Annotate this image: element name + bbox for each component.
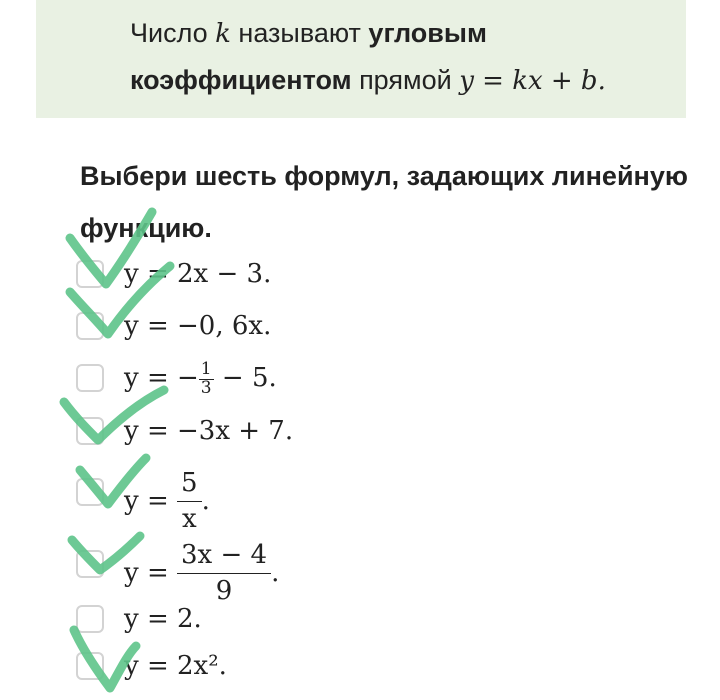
checkbox[interactable]	[76, 312, 104, 340]
info-k: k	[215, 19, 231, 49]
info-text: называют	[230, 18, 369, 48]
formula-part: y =	[124, 557, 178, 588]
fraction-denominator: x	[181, 504, 197, 535]
formula: y = 2x².	[124, 651, 227, 681]
checkbox[interactable]	[76, 417, 104, 445]
fraction-denominator: 3	[200, 377, 212, 398]
fraction-numerator: 1	[200, 358, 212, 379]
option-2[interactable]	[76, 304, 476, 348]
checkbox[interactable]	[76, 605, 104, 633]
info-equation: y = kx + b.	[459, 66, 606, 96]
formula-part: .	[271, 557, 280, 588]
info-box	[36, 0, 686, 118]
formula-part: y =	[124, 485, 178, 516]
checkbox[interactable]	[76, 260, 104, 288]
info-bold-term: угловым	[368, 18, 487, 48]
option-8[interactable]	[76, 644, 476, 688]
formula-part: y = −	[124, 363, 199, 393]
option-4[interactable]	[76, 409, 476, 453]
fraction-numerator: 5	[177, 470, 202, 502]
formula: y = −3x + 7.	[124, 416, 294, 446]
task-heading	[80, 150, 700, 254]
info-line-1	[130, 10, 686, 57]
task-line-2: функцию.	[80, 213, 212, 243]
formula	[124, 468, 210, 535]
option-7[interactable]	[76, 597, 476, 641]
option-6[interactable]	[76, 540, 476, 607]
formula: y = 2x − 3.	[124, 259, 272, 289]
fraction-denominator: 9	[215, 576, 233, 607]
formula	[124, 356, 277, 400]
checkbox[interactable]	[76, 652, 104, 680]
fraction-numerator: 3x − 4	[177, 542, 271, 574]
formula-part: .	[201, 485, 210, 516]
formula-part: − 5.	[213, 363, 277, 393]
checkbox[interactable]	[76, 478, 104, 506]
info-text: прямой	[351, 65, 460, 95]
checkbox[interactable]	[76, 550, 104, 578]
formula	[124, 540, 280, 607]
info-line-2	[130, 57, 686, 104]
option-1[interactable]	[76, 252, 476, 296]
info-bold-term: коэффициентом	[130, 65, 352, 95]
fraction	[177, 470, 202, 534]
info-text: Число	[130, 18, 216, 48]
option-5[interactable]	[76, 468, 476, 535]
formula: y = −0, 6x.	[124, 311, 272, 341]
task-line-1: Выбери шесть формул, задающих линейную	[80, 161, 688, 191]
fraction	[199, 358, 214, 398]
checkbox[interactable]	[76, 364, 104, 392]
formula: y = 2.	[124, 604, 202, 634]
option-3[interactable]	[76, 356, 476, 400]
